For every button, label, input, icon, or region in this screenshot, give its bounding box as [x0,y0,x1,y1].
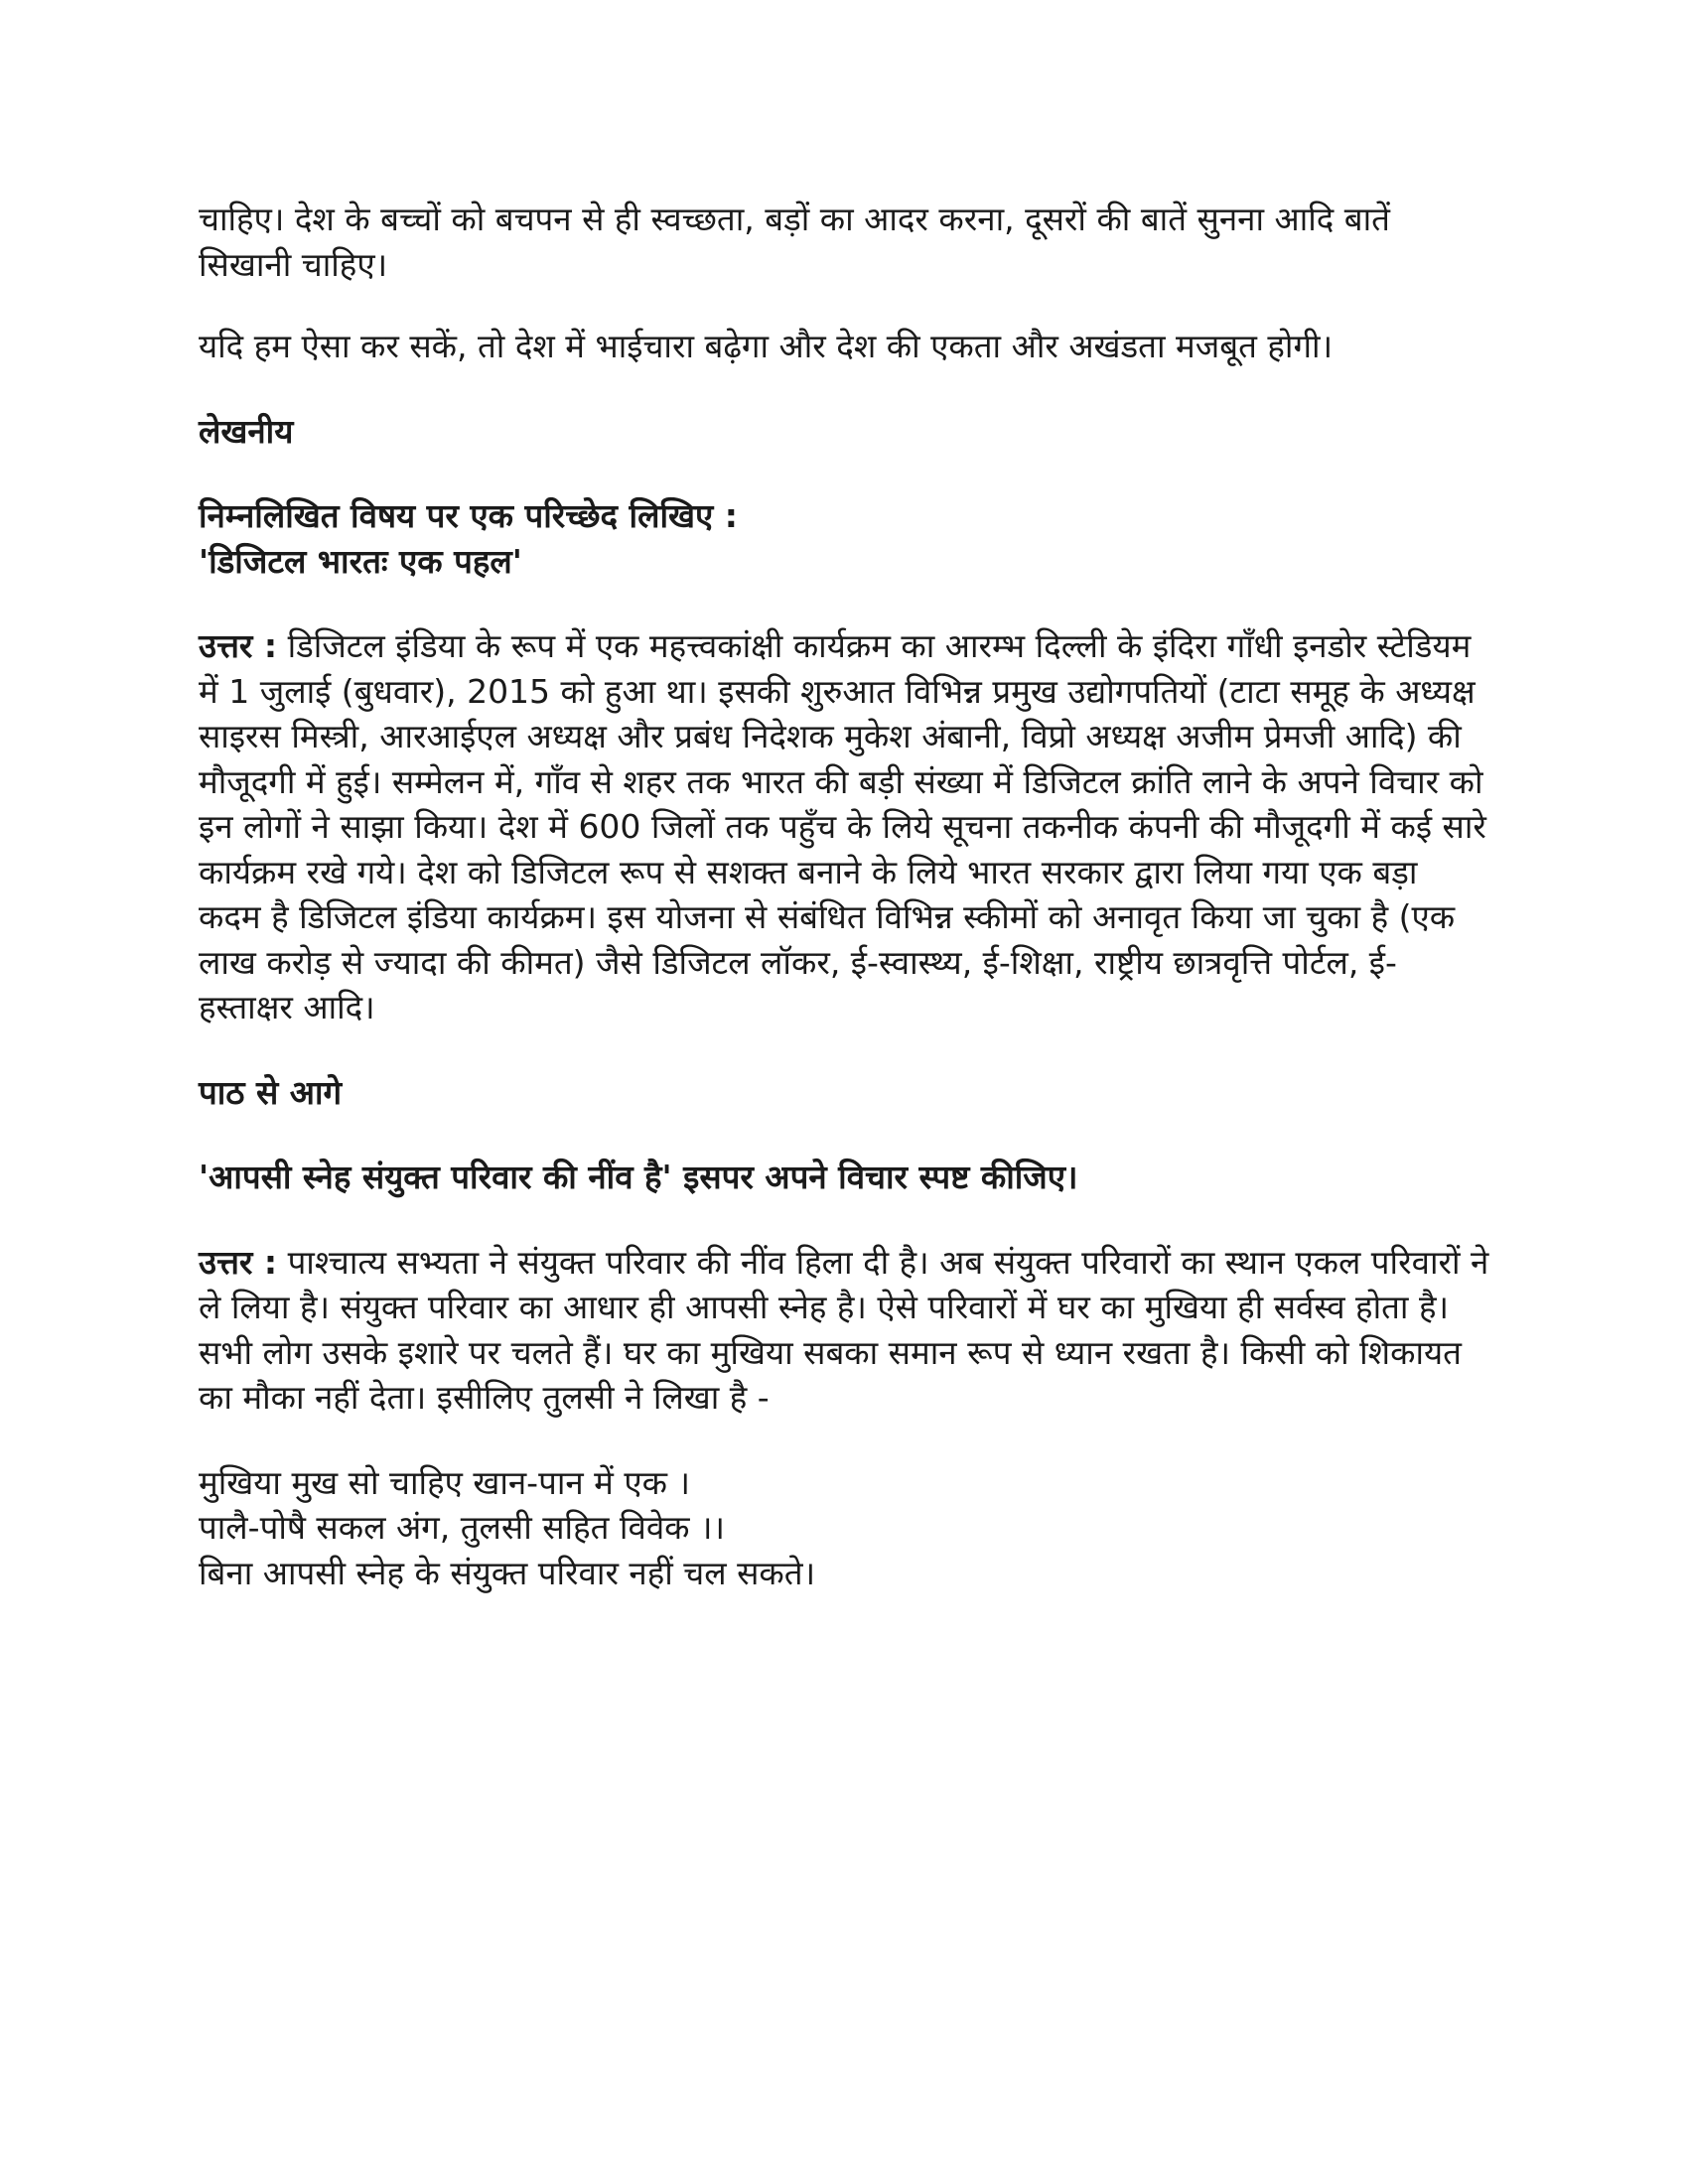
answer-label: उत्तर : [199,626,278,665]
lekhniya-question-line-1: निम्नलिखित विषय पर एक परिच्छेद लिखिए : [199,496,738,535]
verse-line-1: मुखिया मुख सो चाहिए खान-पान में एक । [199,1462,690,1502]
answer-label: उत्तर : [199,1242,278,1282]
path-se-aage-answer [199,1240,1489,1421]
document-page [199,197,1489,1595]
intro-paragraph-1: चाहिए। देश के बच्चों को बचपन से ही स्वच्छता, बड़ों का आदर करना, दूसरों की बातें सुनना आदि बातें सिखानी चाहिए। [199,200,1390,284]
section-heading-lekhniya: लेखनीय [199,411,294,451]
verse-block [199,1460,1489,1596]
lekhniya-answer [199,623,1489,1030]
intro-paragraph-2: यदि हम ऐसा कर सकें, तो देश में भाईचारा बढ़ेगा और देश की एकता और अखंडता मजबूत होगी। [199,327,1334,365]
verse-line-2: पालै-पोषै सकल अंग, तुलसी सहित विवेक ।। [199,1508,726,1547]
answer-text: डिजिटल इंडिया के रूप में एक महत्त्वकांक्षी कार्यक्रम का आरम्भ दिल्ली के इंदिरा गाँधी इनडोर स्टेडियम में 1 जुलाई (बुधवार), 2015 को हुआ था। इसकी शुरुआत विभिन्न प्रमुख उद्योगपतियों (टाटा समूह के अध्यक्ष साइरस मिस्त्री, आरआईएल अध्यक्ष और प्रबंध निदेशक मुकेश अंबानी, विप्रो अध्यक्ष अजीम प्रेमजी आदि) की मौजूदगी में हुई। सम्मेलन में, गाँव से शहर तक भारत की बड़ी संख्या में डिजिटल क्रांति लाने के अपने विचार को इन लोगों ने साझा किया। देश में 600 जिलों तक पहुँच के लिये सूचना तकनीक कंपनी की मौजूदगी में कई सारे कार्यक्रम रखे गये। देश को डिजिटल रूप से सशक्त बनाने के लिये भारत सरकार द्वारा लिया गया एक बड़ा कदम है डिजिटल इंडिया कार्यक्रम। इस योजना से संबंधित विभिन्न स्कीमों को अनावृत किया जा चुका है (एक लाख करोड़ से ज्यादा की कीमत) जैसे डिजिटल लॉकर, ई-स्वास्थ्य, ई-शिक्षा, राष्ट्रीय छात्रवृत्ति पोर्टल, ई-हस्ताक्षर आदि। [199,626,1486,1026]
lekhniya-question [199,493,1489,584]
section-heading-path-se-aage: पाठ से आगे [199,1072,343,1112]
lekhniya-question-line-2: 'डिजिटल भारतः एक पहल' [199,541,522,581]
answer-text: पाश्चात्य सभ्यता ने संयुक्त परिवार की नींव हिला दी है। अब संयुक्त परिवारों का स्थान एकल परिवारों ने ले लिया है। संयुक्त परिवार का आधार ही आपसी स्नेह है। ऐसे परिवारों में घर का मुखिया ही सर्वस्व होता है। सभी लोग उसके इशारे पर चलते हैं। घर का मुखिया सबका समान रूप से ध्यान रखता है। किसी को शिकायत का मौका नहीं देता। इसीलिए तुलसी ने लिखा है - [199,1242,1489,1417]
path-se-aage-question: 'आपसी स्नेह संयुक्त परिवार की नींव है' इसपर अपने विचार स्पष्ट कीजिए। [199,1158,1078,1196]
verse-line-3: बिना आपसी स्नेह के संयुक्त परिवार नहीं चल सकते। [199,1553,816,1592]
